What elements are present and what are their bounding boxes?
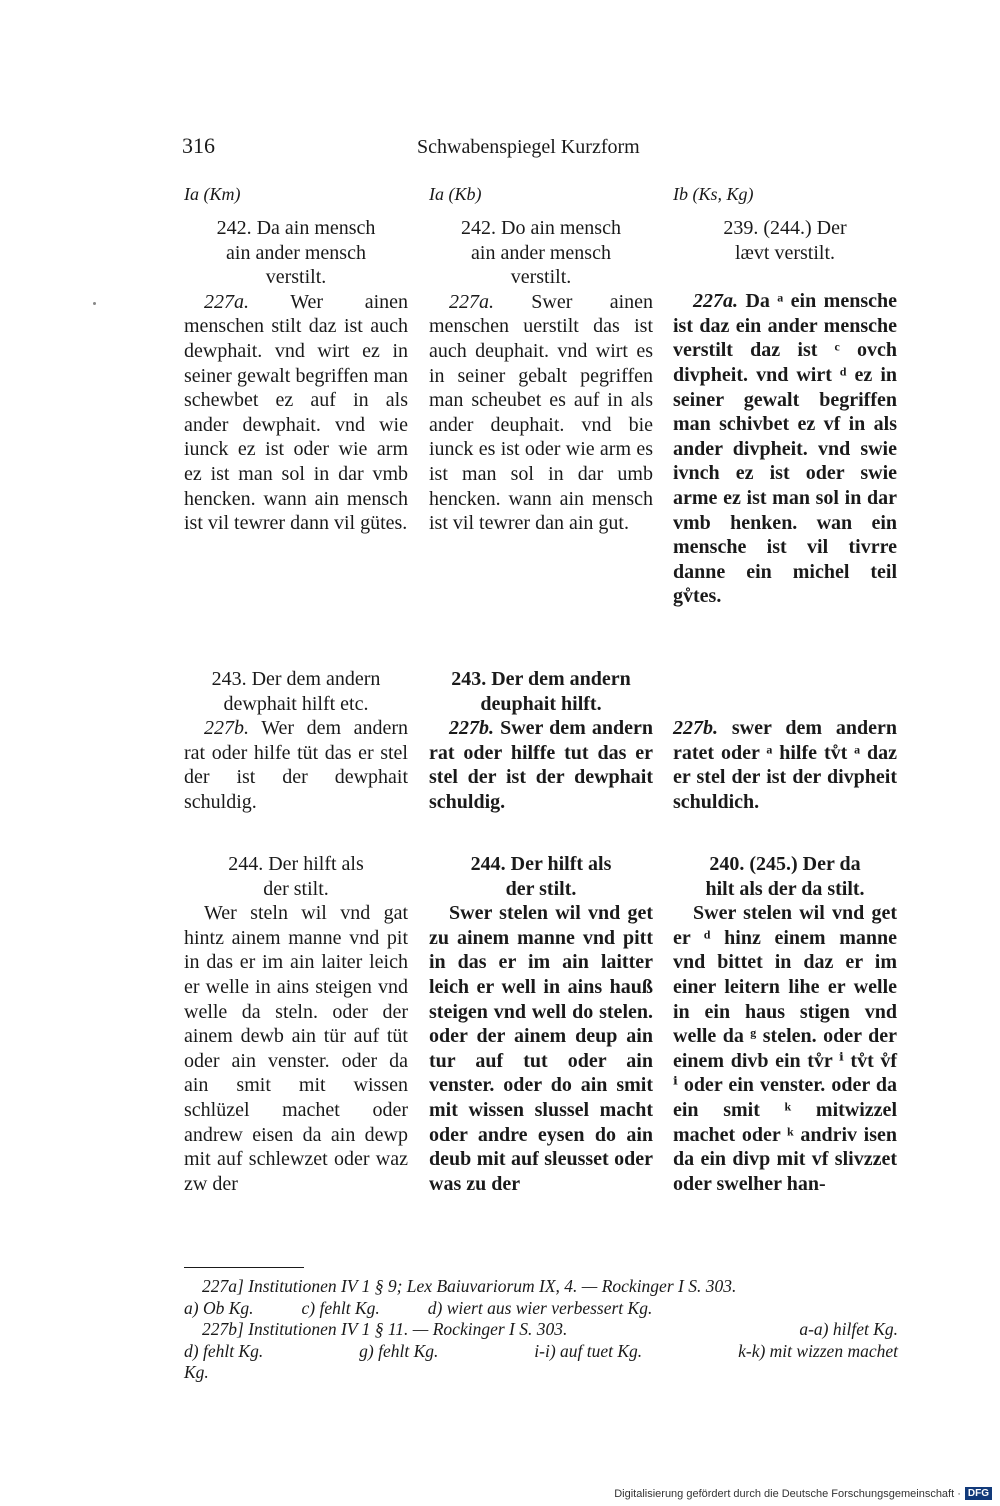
section-heading: 243. Der dem andern dewphait hilft etc. xyxy=(211,668,381,715)
section-heading: 239. (244.) Der lævt verstilt. xyxy=(723,217,847,264)
column-ia-kb xyxy=(429,182,653,212)
footnote-line: 227b] Institutionen IV 1 § 11. — Rockinger I S. 303. a-a) hilfet Kg. xyxy=(202,1319,898,1339)
digitization-credit: Digitalisierung gefördert durch die Deutsche Forschungsgemeinschaft · DFG xyxy=(614,1487,992,1500)
section-227b xyxy=(673,716,897,814)
section-244 xyxy=(429,852,653,1196)
section-heading: 242. Do ain mensch ain ander mensch verstilt. xyxy=(461,217,621,289)
footnote-line: d) fehlt Kg. g) fehlt Kg. i-i) auf tuet Kg. k-k) mit wizzen machet xyxy=(184,1340,898,1361)
section-text: 227a. Swer ainen menschen uerstilt das ist auch deuphait. vnd wirt es in seiner gebalt pegriffen man scheubet es auf in als ander deuphait. vnd bie iunck es ist oder wie arm es ist man sol in dar umb hencken. wann ain mensch ist vil tewrer dan ain gut. xyxy=(429,290,653,535)
footnote-line: a) Ob Kg. c) fehlt Kg. d) wiert aus wier verbessert Kg. xyxy=(184,1297,653,1318)
section-text: 227b. Swer dem andern rat oder hilffe tut das er stel der ist der dewphait schuldig. xyxy=(429,717,654,813)
siglum: Ib (Ks, Kg) xyxy=(673,184,754,204)
section-heading: 244. Der hilft als der stilt. xyxy=(470,853,612,900)
section-242 xyxy=(429,216,653,536)
section-heading: 242. Da ain mensch ain ander mensch verstilt. xyxy=(216,217,376,289)
footnote-line: Kg. xyxy=(184,1362,209,1382)
siglum: Ia (Km) xyxy=(184,184,241,204)
section-text: 227a. Wer ainen menschen stilt daz ist auch dewphait. vnd wirt ez in seiner gewalt begriffen man schewbet ez auf in als ander dewphait. vnd wie iunck ez ist oder wie arm ez ist man sol in dar vmb hencken. wann ain mensch ist vil tewrer dann vil gütes. xyxy=(184,290,409,535)
section-text: Swer stelen wil vnd get er ᵈ hinz einem manne vnd bittet in daz er im einer leitern lihe er welle in ein haus stigen vnd welle da ᵍ stelen. oder der einem divb ein tv̊r ⁱ tv̊t v̊f ⁱ oder ein venster. oder da ein smit ᵏ mitwizzel machet oder ᵏ andriv isen da ein divp mit vf slivzzet oder swelher han- xyxy=(673,902,897,1195)
section-243 xyxy=(184,667,408,815)
section-243 xyxy=(429,667,653,815)
page-number: 316 xyxy=(182,133,215,158)
dfg-logo: DFG xyxy=(965,1487,992,1500)
running-title: Schwabenspiegel Kurzform xyxy=(417,136,640,158)
column-ia-km xyxy=(184,182,408,212)
section-text: 227b. Wer dem andern rat oder hilfe tüt das er stel der ist der dewphait schuldig. xyxy=(184,717,408,813)
section-text: Wer steln wil vnd gat hintz ainem manne vnd pit in das er im ain laiter leich er welle in ains steigen vnd welle da steln. oder der ainem dewb ain tür auf tüt oder ain venster. oder da ain smit mit wissen schlüzel machet oder andrew eisen da ain dewp mit auf schlewzet oder waz zw der xyxy=(184,902,408,1195)
section-text: Swer stelen wil vnd get zu ainem manne vnd pitt in das er im ain laitter leich er well in ains hauß steigen vnd well do stelen. oder der ainem deup ain tur auf tut oder ain venster. oder do ain smit mit wissen slussel macht oder andre eysen do ain deub mit auf sleusset oder was zu der xyxy=(429,902,653,1195)
column-ib-ks-kg xyxy=(673,182,897,212)
section-244 xyxy=(184,852,408,1196)
section-text: 227a. Da ᵃ ein mensche ist daz ein ander mensche verstilt daz ist ᶜ ovch divpheit. vnd wirt ᵈ ez in seiner gewalt begriffen man schivbet ez vf in als ander divpheit. vnd swie ivnch ez ist oder swie arme ez ist man sol in dar vmb henken. wan ein mensche ist vil tivrre danne ein michel teil gv̊tes. xyxy=(673,290,897,608)
footnotes xyxy=(184,1276,898,1384)
siglum: Ia (Kb) xyxy=(429,184,482,204)
section-text: 227b. swer dem andern ratet oder ᵃ hilfe tv̊t ᵃ daz er stel der ist der divpheit schuldich. xyxy=(673,717,898,813)
scan-speck xyxy=(93,302,96,305)
section-heading: 243. Der dem andern deuphait hilft. xyxy=(451,668,631,715)
section-heading: 240. (245.) Der da hilt als der da stilt. xyxy=(705,853,865,900)
section-242 xyxy=(184,216,408,536)
section-239 xyxy=(673,216,897,609)
section-heading: 244. Der hilft als der stilt. xyxy=(228,853,364,900)
section-240 xyxy=(673,852,897,1196)
footnote-separator xyxy=(184,1267,304,1268)
footnote-line: 227a] Institutionen IV 1 § 9; Lex Baiuvariorum IX, 4. — Rockinger I S. 303. xyxy=(202,1276,737,1296)
